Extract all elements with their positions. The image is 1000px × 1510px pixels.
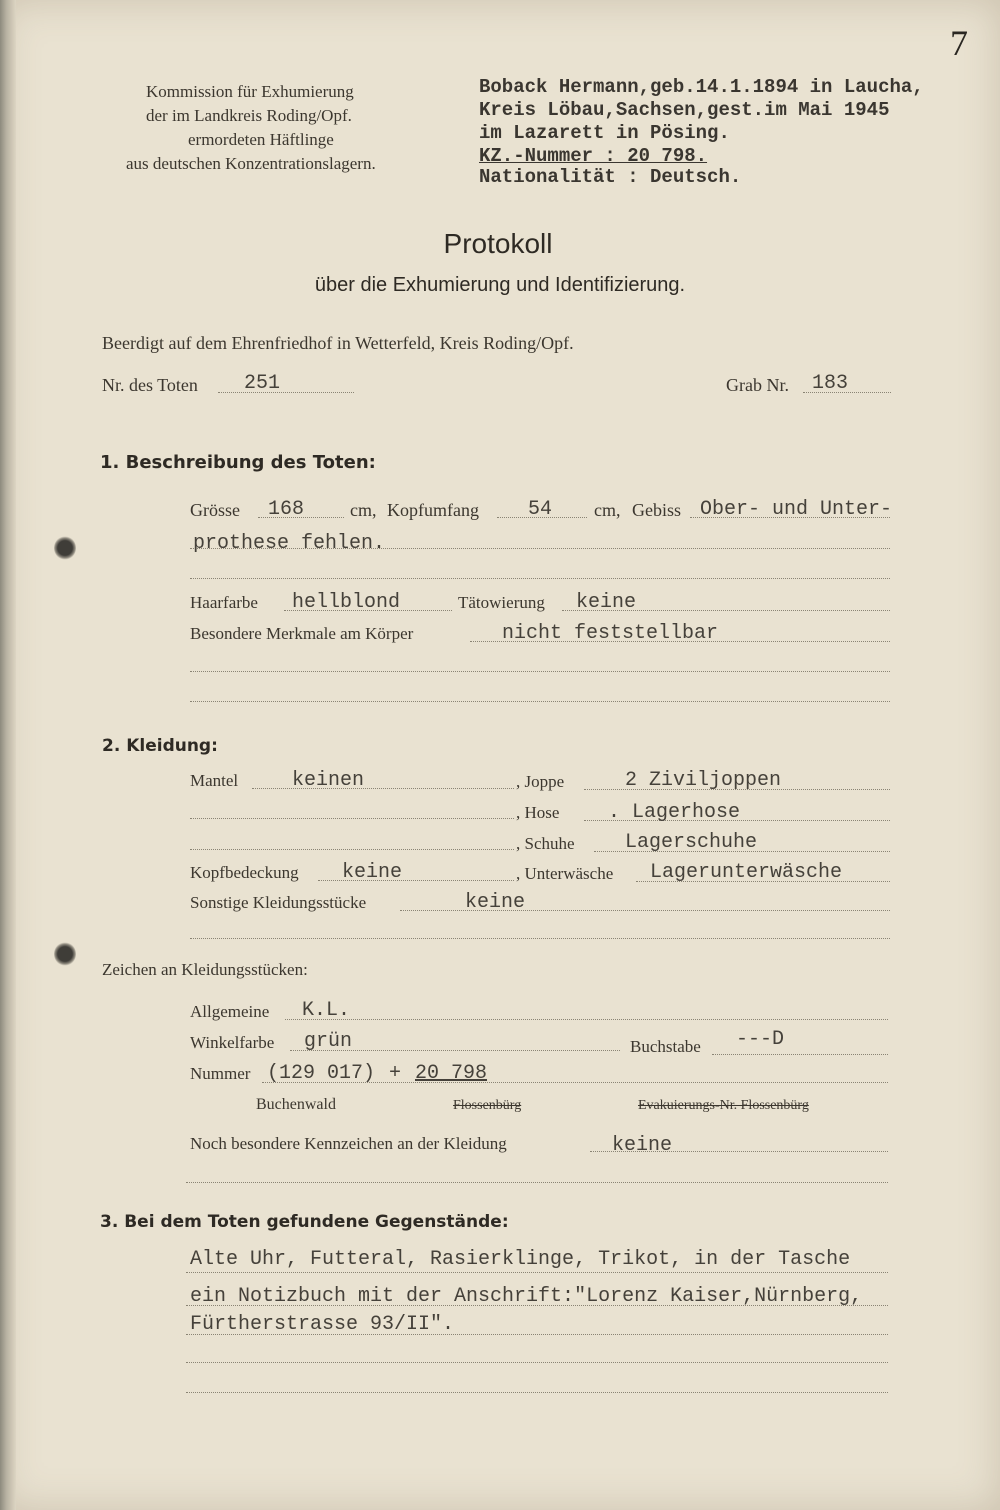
joppe-label: , Joppe [516,772,565,791]
kopfumfang-label: Kopfumfang [387,500,479,520]
page-number: 7 [950,23,968,63]
nummer-plus: + [389,1062,402,1085]
sonstige-value: keine [465,891,526,914]
commission-line-4: aus deutschen Konzentrationslagern. [126,154,376,173]
binding-edge [0,0,16,1510]
grave-number-value: 183 [812,372,849,395]
items-line-1: Alte Uhr, Futteral, Rasierklinge, Trikot, in der Tasche [190,1248,851,1271]
zeichen-heading: Zeichen an Kleidungsstücken: [102,960,308,979]
dead-number-value: 251 [244,372,281,395]
section-1-heading: 1. Beschreibung des Toten: [100,452,376,473]
winkelfarbe-value: grün [304,1030,353,1053]
cm-unit-2: cm, [594,500,621,520]
taetowierung-value: keine [576,591,637,614]
schuhe-value: Lagerschuhe [625,831,758,854]
nationality-line: Nationalität : Deutsch. [479,166,742,188]
buchstabe-value: ---D [736,1028,785,1051]
winkelfarbe-label: Winkelfarbe [190,1033,275,1052]
unterwaesche-value: Lagerunterwäsche [650,861,843,884]
hose-label: , Hose [516,803,560,822]
buchenwald-label: Buchenwald [256,1096,336,1113]
cm-unit-1: cm, [350,500,377,520]
person-info-line-2: Kreis Löbau,Sachsen,gest.im Mai 1945 [479,99,890,121]
besondere-kennzeichen-label: Noch besondere Kennzeichen an der Kleidung [190,1134,507,1153]
joppe-value: 2 Ziviljoppen [625,769,782,792]
merkmale-label: Besondere Merkmale am Körper [190,624,414,643]
commission-line-2: der im Landkreis Roding/Opf. [146,106,352,125]
groesse-label: Grösse [190,500,240,520]
besondere-kennzeichen-value: keine [612,1134,673,1157]
items-line-2: ein Notizbuch mit der Anschrift:"Lorenz Kaiser,Nürnberg, [190,1285,863,1308]
section-3-heading: 3. Bei dem Toten gefundene Gegenstände: [100,1212,509,1232]
items-line-3: Fürtherstrasse 93/II". [190,1313,455,1336]
grave-number-label: Grab Nr. [726,375,789,395]
gebiss-value-continued: prothese fehlen. [193,532,386,555]
groesse-value: 168 [268,498,305,521]
haarfarbe-label: Haarfarbe [190,593,258,612]
dead-number-label: Nr. des Toten [102,375,198,395]
punch-hole-top [54,536,76,560]
sonstige-label: Sonstige Kleidungsstücke [190,893,367,912]
kz-number-line: KZ.-Nummer : 20 798. [479,145,708,167]
punch-hole-bottom [54,942,76,966]
kopfbedeckung-label: Kopfbedeckung [190,863,299,882]
merkmale-value: nicht feststellbar [502,622,719,645]
allgemeine-label: Allgemeine [190,1002,270,1021]
kopfumfang-value: 54 [528,498,553,521]
unterwaesche-label: , Unterwäsche [516,864,614,883]
flossenbuerg-label: Flossenbürg [453,1098,522,1113]
section-2-heading: 2. Kleidung: [102,736,218,756]
kopfbedeckung-value: keine [342,861,403,884]
mantel-value: keinen [292,769,365,792]
gebiss-value: Ober- und Unter- [700,498,893,521]
burial-place: Beerdigt auf dem Ehrenfriedhof in Wetterfeld, Kreis Roding/Opf. [102,333,574,353]
allgemeine-value: K.L. [302,999,351,1022]
gebiss-label: Gebiss [632,500,681,520]
evakuierungs-label: Evakuierungs-Nr. Flossenbürg [638,1098,809,1113]
mantel-label: Mantel [190,771,239,790]
page-subtitle: über die Exhumierung und Identifizierung. [314,274,686,296]
commission-line-1: Kommission für Exhumierung [146,82,354,101]
buchstabe-label: Buchstabe [630,1037,701,1056]
haarfarbe-value: hellblond [292,591,401,614]
person-info-line-1: Boback Hermann,geb.14.1.1894 in Laucha, [479,76,924,98]
page-title: Protokoll [443,228,553,259]
nummer-label: Nummer [190,1064,251,1083]
schuhe-label: , Schuhe [516,834,575,853]
commission-line-3: ermordeten Häftlinge [188,130,334,149]
person-info-line-3: im Lazarett in Pösing. [479,122,730,144]
hose-value: . Lagerhose [608,801,741,824]
nummer-value-buchenwald: (129 017) [267,1062,376,1085]
nummer-value-flossenbuerg: 20 798 [415,1062,488,1085]
taetowierung-label: Tätowierung [458,593,545,612]
